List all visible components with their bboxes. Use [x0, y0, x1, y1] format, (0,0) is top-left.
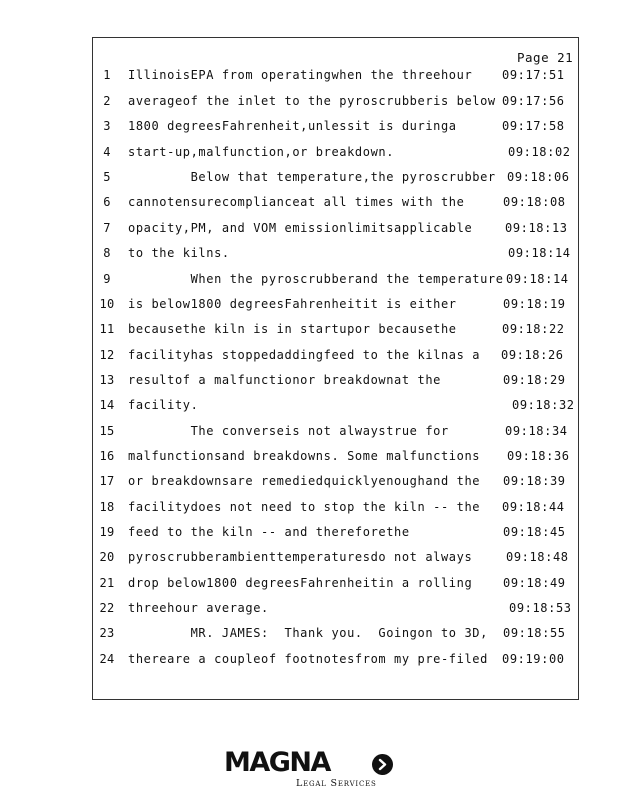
- line-text: MR. JAMES: Thank you. Goingon to 3D,: [128, 626, 488, 640]
- transcript-line: [0, 449, 618, 469]
- transcript-line: [0, 246, 618, 266]
- line-timestamp: 09:17:56: [502, 94, 565, 108]
- transcript-line: [0, 322, 618, 342]
- transcript-line: [0, 119, 618, 139]
- transcript-line: [0, 145, 618, 165]
- transcript-line: [0, 576, 618, 596]
- line-timestamp: 09:18:32: [512, 398, 575, 412]
- line-timestamp: 09:18:08: [503, 195, 566, 209]
- line-number: 17: [99, 474, 115, 488]
- line-text: 1800 degreesFahrenheit,unlessit is duringa: [128, 119, 457, 133]
- line-timestamp: 09:18:48: [506, 550, 569, 564]
- line-text: opacity,PM, and VOM emissionlimitsapplicable: [128, 221, 473, 235]
- line-number: 8: [103, 246, 111, 260]
- line-number: 2: [103, 94, 111, 108]
- line-text: becausethe kiln is in startupor becausethe: [128, 322, 457, 336]
- line-text: malfunctionsand breakdowns. Some malfunctions: [128, 449, 481, 463]
- line-number: 18: [99, 500, 115, 514]
- line-text: thereare a coupleof footnotesfrom my pre-filed: [128, 652, 488, 666]
- chevron-right-icon: [372, 754, 393, 775]
- transcript-line: [0, 94, 618, 114]
- line-text: averageof the inlet to the pyroscrubberis below: [128, 94, 496, 108]
- line-timestamp: 09:17:51: [502, 68, 565, 82]
- line-timestamp: 09:18:49: [503, 576, 566, 590]
- line-number: 1: [103, 68, 111, 82]
- line-number: 12: [99, 348, 115, 362]
- transcript-line: [0, 500, 618, 520]
- line-text: resultof a malfunctionor breakdownat the: [128, 373, 441, 387]
- line-number: 11: [99, 322, 115, 336]
- line-timestamp: 09:18:22: [502, 322, 565, 336]
- line-timestamp: 09:18:55: [503, 626, 566, 640]
- line-timestamp: 09:18:14: [508, 246, 571, 260]
- line-text: to the kilns.: [128, 246, 230, 260]
- transcript-line: [0, 601, 618, 621]
- transcript-line: [0, 297, 618, 317]
- transcript-line: [0, 195, 618, 215]
- line-number: 13: [99, 373, 115, 387]
- transcript-line: [0, 272, 618, 292]
- transcript-line: [0, 550, 618, 570]
- line-timestamp: 09:18:06: [507, 170, 570, 184]
- line-text: or breakdownsare remediedquicklyenoughand the: [128, 474, 481, 488]
- line-text: feed to the kiln -- and thereforethe: [128, 525, 410, 539]
- line-timestamp: 09:17:58: [502, 119, 565, 133]
- line-number: 22: [99, 601, 115, 615]
- transcript-line: [0, 398, 618, 418]
- transcript-line: [0, 373, 618, 393]
- line-timestamp: 09:18:02: [508, 145, 571, 159]
- transcript-line: [0, 68, 618, 88]
- line-timestamp: 09:18:34: [505, 424, 568, 438]
- line-timestamp: 09:18:53: [509, 601, 572, 615]
- line-text: pyroscrubberambienttemperaturesdo not always: [128, 550, 473, 564]
- line-text: Below that temperature,the pyroscrubber: [128, 170, 496, 184]
- line-text: facilitydoes not need to stop the kiln -- the: [128, 500, 481, 514]
- page-number: Page 21: [517, 50, 574, 65]
- line-text: The converseis not alwaystrue for: [128, 424, 449, 438]
- line-number: 3: [103, 119, 111, 133]
- line-text: threehour average.: [128, 601, 269, 615]
- line-text: When the pyroscrubberand the temperature: [128, 272, 504, 286]
- line-number: 6: [103, 195, 111, 209]
- line-number: 9: [103, 272, 111, 286]
- transcript-line: [0, 626, 618, 646]
- transcript-line: [0, 348, 618, 368]
- line-text: facilityhas stoppedaddingfeed to the kilnas a: [128, 348, 481, 362]
- transcript-line: [0, 474, 618, 494]
- logo-tagline: Legal Services: [296, 778, 377, 789]
- line-timestamp: 09:18:39: [503, 474, 566, 488]
- line-text: facility.: [128, 398, 199, 412]
- transcript-line: [0, 424, 618, 444]
- line-number: 21: [99, 576, 115, 590]
- line-timestamp: 09:18:14: [506, 272, 569, 286]
- line-timestamp: 09:18:44: [502, 500, 565, 514]
- line-text: cannotensurecomplianceat all times with the: [128, 195, 465, 209]
- line-number: 15: [99, 424, 115, 438]
- line-number: 4: [103, 145, 111, 159]
- line-number: 7: [103, 221, 111, 235]
- line-text: start-up,malfunction,or breakdown.: [128, 145, 395, 159]
- line-number: 24: [99, 652, 115, 666]
- line-timestamp: 09:19:00: [502, 652, 565, 666]
- transcript-line: [0, 652, 618, 672]
- line-text: is below1800 degreesFahrenheitit is either: [128, 297, 457, 311]
- transcript-line: [0, 221, 618, 241]
- line-text: IllinoisEPA from operatingwhen the threehour: [128, 68, 473, 82]
- line-text: drop below1800 degreesFahrenheitin a rolling: [128, 576, 473, 590]
- line-number: 19: [99, 525, 115, 539]
- magna-logo: [224, 748, 396, 794]
- logo-wordmark: MAGNA: [224, 747, 330, 778]
- line-timestamp: 09:18:26: [501, 348, 564, 362]
- line-timestamp: 09:18:45: [503, 525, 566, 539]
- line-number: 14: [99, 398, 115, 412]
- line-timestamp: 09:18:19: [503, 297, 566, 311]
- line-number: 5: [103, 170, 111, 184]
- line-timestamp: 09:18:13: [505, 221, 568, 235]
- line-timestamp: 09:18:29: [503, 373, 566, 387]
- transcript-line: [0, 525, 618, 545]
- line-number: 23: [99, 626, 115, 640]
- line-number: 16: [99, 449, 115, 463]
- line-number: 20: [99, 550, 115, 564]
- line-number: 10: [99, 297, 115, 311]
- transcript-line: [0, 170, 618, 190]
- line-timestamp: 09:18:36: [507, 449, 570, 463]
